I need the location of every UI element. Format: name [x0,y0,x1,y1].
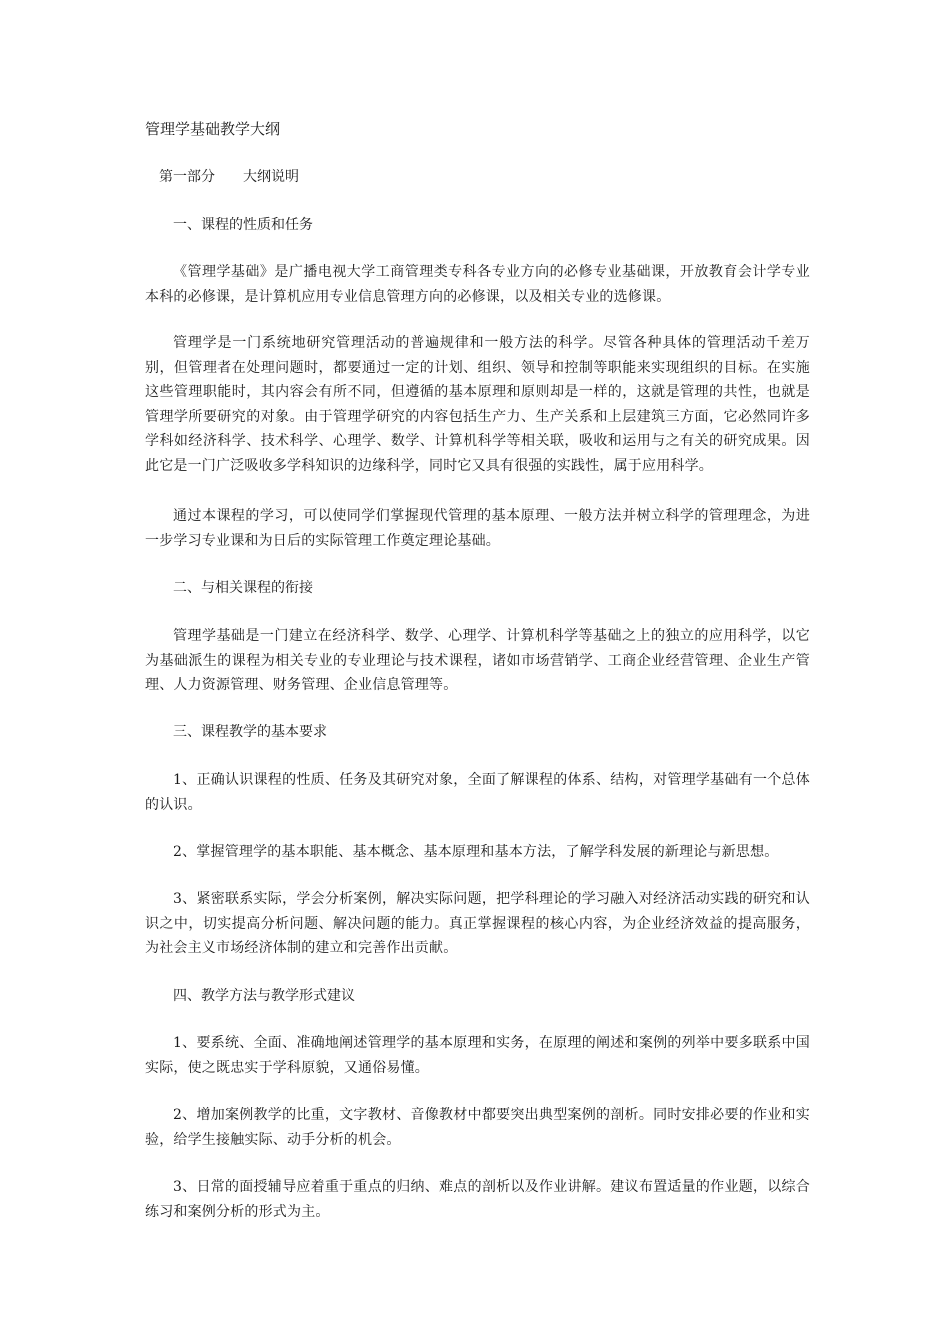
paragraph: 通过本课程的学习，可以使同学们掌握现代管理的基本原理、一般方法并树立科学的管理理念，为进一步学习专业课和为日后的实际管理工作奠定理论基础。 [145,508,810,549]
paragraph: 3、日常的面授辅导应着重于重点的归纳、难点的剖析以及作业讲解。建议布置适量的作业题，以综合练习和案例分析的形式为主。 [145,1179,810,1220]
paragraph: 《管理学基础》是广播电视大学工商管理类专科各专业方向的必修专业基础课，开放教育会计学专业本科的必修课，是计算机应用专业信息管理方向的必修课，以及相关专业的选修课。 [145,264,810,305]
paragraph: 2、增加案例教学的比重，文字教材、音像教材中都要突出典型案例的剖析。同时安排必要的作业和实验，给学生接触实际、动手分析的机会。 [145,1107,810,1148]
paragraph: 管理学是一门系统地研究管理活动的普遍规律和一般方法的科学。尽管各种具体的管理活动千差万别，但管理者在处理问题时，都要通过一定的计划、组织、领导和控制等职能来实现组织的目标。在实施这些管理职能时，其内容会有所不同，但遵循的基本原理和原则却是一样的，这就是管理的共性，也就是管理学所要研究的对象。由于管理学研究的内容包括生产力、生产关系和上层建筑三方面，它必然同许多学科如经济科学、技术科学、心理学、数学、计算机科学等相关联，吸收和运用与之有关的研究成果。因此它是一门广泛吸收多学科知识的边缘科学，同时它又具有很强的实践性，属于应用科学。 [145,335,810,474]
section-heading-basic-requirements: 三、课程教学的基本要求 [173,724,327,740]
part-heading: 第一部分 大纲说明 [159,169,299,185]
paragraph: 3、紧密联系实际，学会分析案例，解决实际问题，把学科理论的学习融入对经济活动实践的研究和认识之中，切实提高分析问题、解决问题的能力。真正掌握课程的核心内容，为企业经济效益的提高服务，为社会主义市场经济体制的建立和完善作出贡献。 [145,891,810,956]
section-heading-nature-and-tasks: 一、课程的性质和任务 [173,217,313,233]
section-heading-related-courses: 二、与相关课程的衔接 [173,580,313,596]
paragraph: 管理学基础是一门建立在经济科学、数学、心理学、计算机科学等基础之上的独立的应用科学，以它为基础派生的课程为相关专业的专业理论与技术课程，诸如市场营销学、工商企业经营管理、企业生产管理、人力资源管理、财务管理、企业信息管理等。 [145,628,810,693]
document-title: 管理学基础教学大纲 [145,120,281,138]
paragraph: 1、要系统、全面、准确地阐述管理学的基本原理和实务，在原理的阐述和案例的列举中要多联系中国实际，使之既忠实于学科原貌，又通俗易懂。 [145,1035,810,1076]
section-heading-teaching-methods: 四、教学方法与教学形式建议 [173,988,355,1004]
paragraph: 1、正确认识课程的性质、任务及其研究对象，全面了解课程的体系、结构，对管理学基础有一个总体的认识。 [145,772,810,813]
paragraph: 2、掌握管理学的基本职能、基本概念、基本原理和基本方法，了解学科发展的新理论与新思想。 [173,844,779,860]
